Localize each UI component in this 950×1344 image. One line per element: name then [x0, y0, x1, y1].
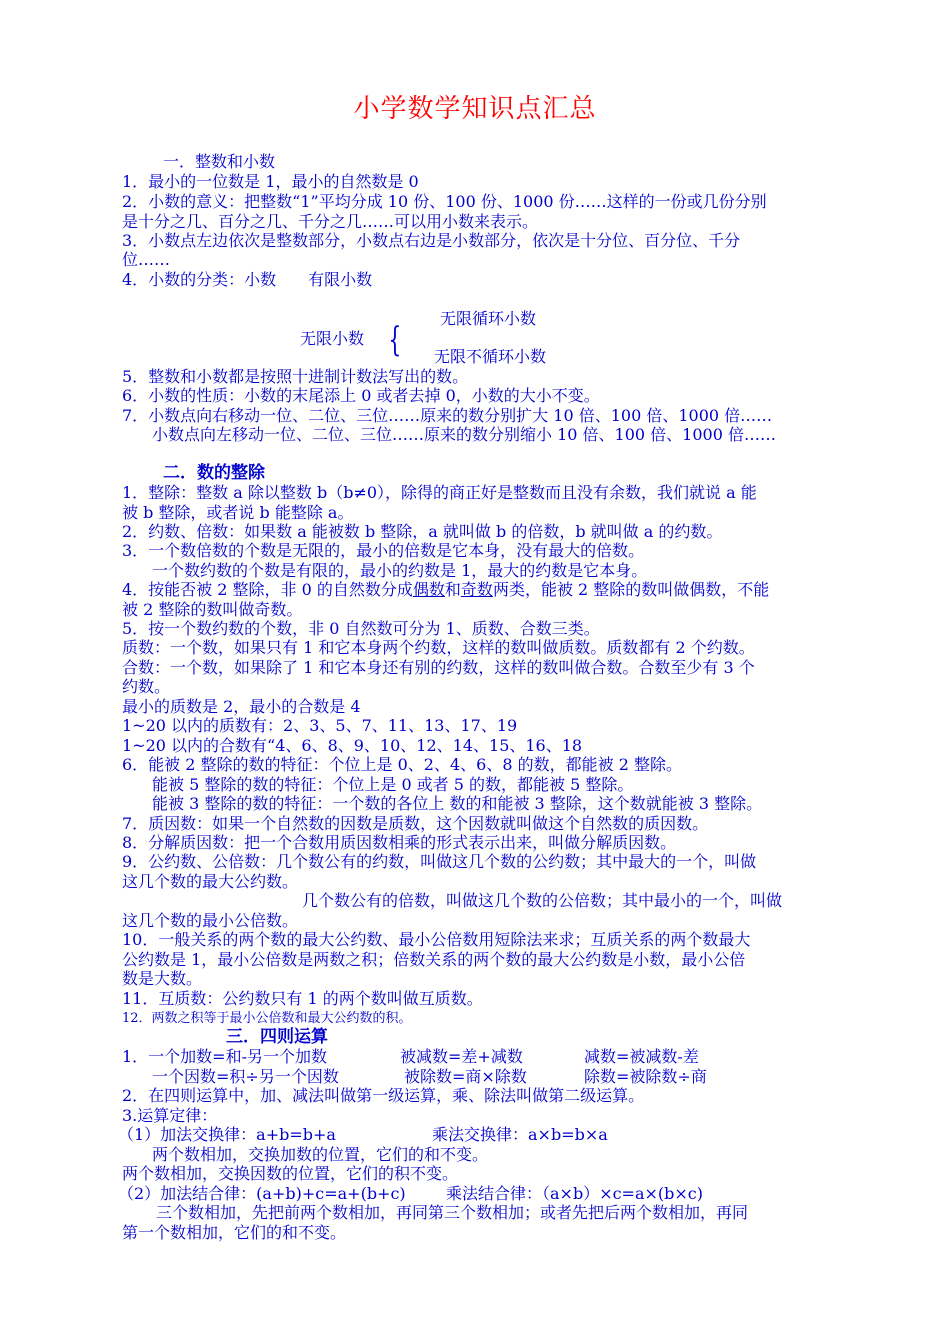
- text-line: [122, 580, 769, 600]
- text-span: 和: [444, 580, 461, 599]
- text-line: 数是大数。: [122, 969, 203, 988]
- decimal-class-infinite: 无限小数: [300, 329, 365, 348]
- text-line: 除数=被除数÷商: [584, 1067, 707, 1086]
- text-line: 公约数是 1，最小公倍数是两数之积；倍数关系的两个数的最大公约数是小数，最小公倍: [122, 950, 746, 969]
- text-line: 一个因数=积÷另一个因数: [152, 1067, 339, 1086]
- text-line: 1~20 以内的质数有：2、3、5、7、11、13、17、19: [122, 716, 518, 735]
- text-line: 能被 3 整除的数的特征：一个数的各位上 数的和能被 3 整除，这个数就能被 3 整除。: [152, 794, 763, 813]
- text-line: 质数：一个数，如果只有 1 和它本身两个约数，这样的数叫做质数。质数都有 2 个约数。: [122, 638, 755, 657]
- text-line: 1．一个加数=和-另一个加数: [122, 1047, 327, 1066]
- text-line: （2）加法结合律：(a+b)+c=a+(b+c): [118, 1184, 406, 1203]
- text-line: 被除数=商×除数: [404, 1067, 527, 1086]
- text-span: 两类，能被 2 整除的数叫做偶数，不能: [492, 580, 770, 599]
- text-line: 4．小数的分类：小数 有限小数: [122, 270, 373, 289]
- text-line: 5．按一个数约数的个数，非 0 自然数可分为 1、质数、合数三类。: [122, 619, 600, 638]
- text-line: 一个数约数的个数是有限的，最小的约数是 1，最大的约数是它本身。: [152, 561, 648, 580]
- text-line: 第一个数相加，它们的和不变。: [122, 1223, 347, 1242]
- text-line: 两个数相加，交换加数的位置，它们的和不变。: [152, 1145, 489, 1164]
- text-line: 7．小数点向右移动一位、二位、三位……原来的数分别扩大 10 倍、100 倍、1000 倍……: [122, 406, 773, 425]
- text-line: 3．小数点左边依次是整数部分，小数点右边是小数部分，依次是十分位、百分位、千分: [122, 231, 741, 250]
- text-line: 11．互质数：公约数只有 1 的两个数叫做互质数。: [122, 989, 483, 1008]
- text-line: 10．一般关系的两个数的最大公约数、最小公倍数用短除法来求；互质关系的两个数最大: [122, 930, 751, 949]
- text-line: 减数=被减数-差: [584, 1047, 699, 1066]
- text-line: 两个数相加，交换因数的位置，它们的积不变。: [122, 1164, 459, 1183]
- text-line: 乘法结合律：（a×b）×c=a×(b×c): [446, 1184, 704, 1203]
- text-span: 4．按能否被 2 整除，非 0 的自然数分成: [122, 580, 413, 599]
- text-line: 3．一个数倍数的个数是无限的，最小的倍数是它本身，没有最大的倍数。: [122, 541, 645, 560]
- text-line: 7．质因数：如果一个自然数的因数是质数，这个因数就叫做这个自然数的质因数。: [122, 814, 709, 833]
- text-line: 2．约数、倍数：如果数 a 能被数 b 整除，a 就叫做 b 的倍数，b 就叫做 a 的约数。: [122, 522, 723, 541]
- text-line: 被 2 整除的数叫做奇数。: [122, 600, 303, 619]
- text-line: 1．整除：整数 a 除以整数 b（b≠0），除得的商正好是整数而且没有余数，我们就说 a 能: [122, 483, 757, 502]
- text-line: 12．两数之积等于最小公倍数和最大公约数的积。: [122, 1011, 412, 1026]
- text-line: 乘法交换律：a×b=b×a: [432, 1125, 608, 1144]
- decimal-class-nonrecurring: 无限不循环小数: [434, 347, 547, 366]
- text-line: 被减数=差+减数: [400, 1047, 523, 1066]
- text-line: 1~20 以内的合数有“4、6、8、9、10、12、14、15、16、18: [122, 736, 583, 755]
- section-heading-integers-decimals: 一．整数和小数: [163, 152, 276, 171]
- page-title: 小学数学知识点汇总: [353, 94, 597, 124]
- underlined-term-odd: 奇数: [460, 580, 493, 599]
- text-line: 合数：一个数，如果除了 1 和它本身还有别的约数，这样的数叫做合数。合数至少有 3 个: [122, 658, 755, 677]
- text-line: 2．在四则运算中，加、减法叫做第一级运算，乘、除法叫做第二级运算。: [122, 1086, 645, 1105]
- underlined-term-even: 偶数: [412, 580, 445, 599]
- section-heading-arithmetic: 三．四则运算: [226, 1027, 328, 1047]
- section-heading-divisibility: 二．数的整除: [163, 463, 265, 483]
- text-line: 小数点向左移动一位、二位、三位……原来的数分别缩小 10 倍、100 倍、1000 倍……: [152, 425, 776, 444]
- text-line: 3.运算定律：: [122, 1106, 218, 1125]
- text-line: （1）加法交换律：a+b=b+a: [118, 1125, 336, 1144]
- text-line: 被 b 整除，或者说 b 能整除 a。: [122, 503, 354, 522]
- text-line: 5．整数和小数都是按照十进制计数法写出的数。: [122, 367, 469, 386]
- text-line: 约数。: [122, 677, 171, 696]
- text-line: 位……: [122, 250, 171, 269]
- text-line: 9．公约数、公倍数：几个数公有的约数，叫做这几个数的公约数；其中最大的一个，叫做: [122, 852, 757, 871]
- text-line: 最小的质数是 2，最小的合数是 4: [122, 697, 361, 716]
- text-line: 6．能被 2 整除的数的特征：个位上是 0、2、4、6、8 的数，都能被 2 整除。: [122, 755, 682, 774]
- text-line: 6．小数的性质：小数的末尾添上 0 或者去掉 0，小数的大小不变。: [122, 386, 600, 405]
- text-line: 这几个数的最小公倍数。: [122, 911, 299, 930]
- decimal-class-recurring: 无限循环小数: [440, 309, 537, 328]
- text-line: 能被 5 整除的数的特征：个位上是 0 或者 5 的数，都能被 5 整除。: [152, 775, 634, 794]
- text-line: 是十分之几、百分之几、千分之几……可以用小数来表示。: [122, 212, 539, 231]
- text-line: 8．分解质因数：把一个合数用质因数相乘的形式表示出来，叫做分解质因数。: [122, 833, 677, 852]
- text-line: 1．最小的一位数是 1，最小的自然数是 0: [122, 172, 419, 191]
- brace-symbol: {: [388, 320, 402, 360]
- text-line: 几个数公有的倍数，叫做这几个数的公倍数；其中最小的一个，叫做: [302, 891, 783, 910]
- text-line: 2．小数的意义：把整数“1”平均分成 10 份、100 份、1000 份……这样的一份或几份分别: [122, 192, 767, 211]
- text-line: 三个数相加，先把前两个数相加，再同第三个数相加；或者先把后两个数相加，再同: [156, 1203, 749, 1222]
- text-line: 这几个数的最大公约数。: [122, 872, 299, 891]
